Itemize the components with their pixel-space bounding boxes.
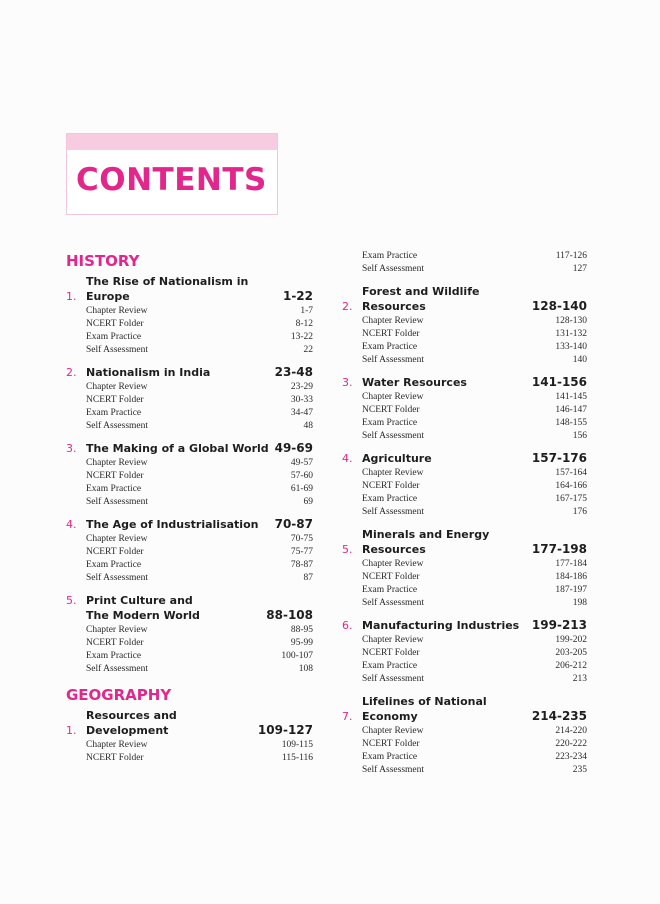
chapter-geography-4[interactable] [342, 451, 587, 519]
entry-label: Exam Practice [86, 560, 142, 570]
entry-label: Chapter Review [86, 306, 148, 316]
entry-pages: 87 [303, 573, 313, 583]
chapter-page-range: 109-127 [257, 723, 313, 737]
chapter-head [342, 618, 587, 633]
entry-pages: 115-116 [282, 753, 313, 763]
entry-label: Exam Practice [86, 332, 142, 342]
chapter-page-range: 88-108 [266, 608, 313, 622]
title-band [67, 134, 277, 150]
entry-pages: 30-33 [290, 395, 313, 405]
list-item[interactable] [86, 624, 313, 637]
entry-pages: 108 [298, 664, 313, 674]
list-item[interactable] [362, 725, 587, 738]
list-item[interactable] [86, 305, 313, 318]
chapter-head [342, 284, 587, 314]
entry-pages: 128-130 [555, 316, 587, 326]
chapter-head [342, 451, 587, 466]
entry-label: NCERT Folder [362, 648, 420, 658]
chapter-title: Lifelines of National Economy [362, 695, 487, 723]
entry-pages: 140 [572, 355, 587, 365]
list-item[interactable] [86, 752, 313, 765]
chapter-title [86, 593, 266, 623]
list-item[interactable] [86, 546, 313, 559]
entry-label: Self Assessment [86, 664, 149, 674]
entry-label: Self Assessment [362, 674, 425, 684]
entry-pages: 8-12 [295, 319, 313, 329]
entry-label: Chapter Review [86, 740, 148, 750]
entry-label: Chapter Review [86, 625, 148, 635]
chapter-history-1[interactable] [66, 274, 313, 357]
chapter-head [66, 365, 313, 380]
entry-label: NCERT Folder [362, 329, 420, 339]
entry-pages: 177-184 [555, 559, 587, 569]
entry-label: Chapter Review [362, 559, 424, 569]
chapter-number: 5. [342, 543, 353, 556]
entry-pages: 235 [572, 765, 587, 775]
entry-label: Exam Practice [86, 408, 142, 418]
list-item[interactable] [362, 263, 587, 276]
list-item[interactable] [362, 558, 587, 571]
list-item[interactable] [86, 559, 313, 572]
entry-label: Self Assessment [362, 431, 425, 441]
list-item[interactable] [86, 533, 313, 546]
chapter-page-range: 177-198 [531, 542, 587, 556]
list-item[interactable] [86, 318, 313, 331]
entry-pages: 187-197 [555, 585, 587, 595]
list-item[interactable] [86, 496, 313, 509]
entry-pages: 127 [572, 264, 587, 274]
list-item[interactable] [86, 394, 313, 407]
entry-label: Exam Practice [362, 752, 418, 762]
chapter-page-range: 199-213 [531, 618, 587, 632]
entry-label: NCERT Folder [86, 638, 144, 648]
chapter-title-line2: The Modern World [86, 609, 200, 622]
chapter-geography-5[interactable] [342, 527, 587, 610]
list-item[interactable] [362, 315, 587, 328]
right-column [342, 250, 587, 785]
chapter-geography-7[interactable] [342, 694, 587, 777]
entry-list-continued [342, 250, 587, 276]
chapter-number: 2. [66, 366, 77, 379]
chapter-title: Nationalism in India [86, 366, 211, 379]
entry-pages: 131-132 [555, 329, 587, 339]
list-item[interactable] [362, 493, 587, 506]
entry-label: NCERT Folder [86, 319, 144, 329]
entry-pages: 156 [572, 431, 587, 441]
chapter-title: The Making of a Global World [86, 442, 269, 455]
list-item[interactable] [362, 660, 587, 673]
list-item[interactable] [362, 480, 587, 493]
chapter-number: 3. [342, 376, 353, 389]
entry-pages: 214-220 [555, 726, 587, 736]
chapter-history-3[interactable] [66, 441, 313, 509]
list-item[interactable] [362, 467, 587, 480]
entry-label: Exam Practice [362, 494, 418, 504]
list-item[interactable] [362, 764, 587, 777]
entry-pages: 109-115 [281, 740, 313, 750]
chapter-number: 5. [66, 594, 77, 607]
chapter-history-2[interactable] [66, 365, 313, 433]
title-box [66, 133, 278, 215]
entry-pages: 22 [303, 345, 313, 355]
entry-pages: 88-95 [290, 625, 313, 635]
entry-label: Exam Practice [362, 585, 418, 595]
section-heading-geography: GEOGRAPHY [66, 686, 172, 704]
list-item[interactable] [362, 506, 587, 519]
left-column [66, 250, 313, 773]
entry-label: Chapter Review [86, 534, 148, 544]
chapter-head [66, 593, 313, 623]
list-item[interactable] [362, 404, 587, 417]
entry-pages: 199-202 [555, 635, 587, 645]
list-item[interactable] [362, 430, 587, 443]
list-item[interactable] [362, 354, 587, 367]
chapter-geography-3[interactable] [342, 375, 587, 443]
entry-label: NCERT Folder [362, 739, 420, 749]
chapter-page-range: 1-22 [282, 289, 313, 303]
chapter-geography-6[interactable] [342, 618, 587, 686]
entry-label: Self Assessment [86, 421, 149, 431]
list-item[interactable] [362, 597, 587, 610]
entry-label: NCERT Folder [362, 481, 420, 491]
entry-list [342, 315, 587, 367]
entry-list [342, 558, 587, 610]
entry-pages: 223-234 [555, 752, 587, 762]
chapter-title: Water Resources [362, 376, 467, 389]
list-item[interactable] [362, 673, 587, 686]
list-item[interactable] [362, 328, 587, 341]
entry-pages: 141-145 [555, 392, 587, 402]
entry-label: NCERT Folder [86, 753, 144, 763]
chapter-history-4[interactable] [66, 517, 313, 585]
entry-pages: 164-166 [555, 481, 587, 491]
entry-pages: 184-186 [555, 572, 587, 582]
chapter-number: 1. [66, 724, 77, 737]
chapter-page-range: 23-48 [274, 365, 313, 379]
list-item[interactable] [86, 457, 313, 470]
entry-pages: 69 [303, 497, 313, 507]
entry-pages: 146-147 [555, 405, 587, 415]
list-item[interactable] [362, 647, 587, 660]
entry-pages: 70-75 [290, 534, 313, 544]
entry-pages: 13-22 [290, 332, 313, 342]
entry-label: Exam Practice [86, 484, 142, 494]
chapter-head [342, 375, 587, 390]
chapter-title: Agriculture [362, 452, 432, 465]
chapter-title: The Age of Industrialisation [86, 518, 259, 531]
list-item[interactable] [86, 572, 313, 585]
chapter-head [342, 527, 587, 557]
entry-label: Self Assessment [86, 573, 149, 583]
entry-label: Self Assessment [362, 355, 425, 365]
list-item[interactable] [86, 470, 313, 483]
entry-label: NCERT Folder [86, 547, 144, 557]
chapter-head [66, 517, 313, 532]
list-item[interactable] [86, 637, 313, 650]
entry-pages: 176 [572, 507, 587, 517]
list-item[interactable] [86, 381, 313, 394]
list-item[interactable] [362, 250, 587, 263]
entry-label: Exam Practice [86, 651, 142, 661]
chapter-page-range: 70-87 [274, 517, 313, 531]
list-item[interactable] [86, 331, 313, 344]
entry-pages: 206-212 [555, 661, 587, 671]
entry-label: Chapter Review [362, 316, 424, 326]
entry-label: Chapter Review [362, 468, 424, 478]
entry-pages: 213 [572, 674, 587, 684]
entry-label: Self Assessment [86, 497, 149, 507]
chapter-number: 2. [342, 300, 353, 313]
list-item[interactable] [362, 341, 587, 354]
chapter-geography-1[interactable] [66, 708, 313, 765]
entry-label: NCERT Folder [86, 395, 144, 405]
entry-pages: 117-126 [555, 251, 587, 261]
entry-pages: 220-222 [555, 739, 587, 749]
entry-list [342, 467, 587, 519]
entry-list [66, 624, 313, 676]
entry-label: Self Assessment [362, 264, 425, 274]
entry-list [66, 381, 313, 433]
list-item[interactable] [362, 417, 587, 430]
chapter-head [66, 708, 313, 738]
chapter-title: Manufacturing Industries [362, 619, 520, 632]
chapter-number: 3. [66, 442, 77, 455]
chapter-title-line1: Print Culture and [86, 594, 193, 607]
entry-pages: 48 [303, 421, 313, 431]
chapter-history-5[interactable] [66, 593, 313, 676]
entry-label: Self Assessment [362, 598, 425, 608]
list-item[interactable] [362, 738, 587, 751]
entry-label: Self Assessment [362, 765, 425, 775]
entry-label: Chapter Review [86, 382, 148, 392]
entry-list [342, 391, 587, 443]
list-item[interactable] [86, 407, 313, 420]
entry-label: Chapter Review [86, 458, 148, 468]
entry-label: Chapter Review [362, 635, 424, 645]
entry-pages: 95-99 [290, 638, 313, 648]
list-item[interactable] [362, 584, 587, 597]
entry-list [66, 305, 313, 357]
entry-pages: 61-69 [290, 484, 313, 494]
entry-pages: 23-29 [290, 382, 313, 392]
list-item[interactable] [86, 650, 313, 663]
entry-pages: 78-87 [290, 560, 313, 570]
entry-pages: 1-7 [300, 306, 313, 316]
chapter-head [66, 274, 313, 304]
entry-list [342, 725, 587, 777]
list-item[interactable] [362, 634, 587, 647]
entry-label: Exam Practice [362, 418, 418, 428]
chapter-head [342, 694, 587, 724]
entry-label: Self Assessment [86, 345, 149, 355]
entry-pages: 148-155 [555, 418, 587, 428]
entry-pages: 167-175 [555, 494, 587, 504]
chapter-number: 1. [66, 290, 77, 303]
entry-label: Exam Practice [362, 661, 418, 671]
chapter-title: Resources and Development [86, 709, 177, 737]
list-item[interactable] [86, 483, 313, 496]
entry-label: Chapter Review [362, 726, 424, 736]
chapter-page-range: 214-235 [531, 709, 587, 723]
entry-pages: 133-140 [555, 342, 587, 352]
chapter-page-range: 128-140 [531, 299, 587, 313]
list-item[interactable] [362, 751, 587, 764]
chapter-page-range: 49-69 [274, 441, 313, 455]
chapter-head [66, 441, 313, 456]
list-item[interactable] [362, 571, 587, 584]
chapter-number: 7. [342, 710, 353, 723]
chapter-page-range: 141-156 [531, 375, 587, 389]
list-item[interactable] [86, 344, 313, 357]
entry-label: NCERT Folder [86, 471, 144, 481]
entry-label: NCERT Folder [362, 405, 420, 415]
chapter-number: 6. [342, 619, 353, 632]
entry-pages: 203-205 [555, 648, 587, 658]
entry-pages: 157-164 [555, 468, 587, 478]
entry-label: Exam Practice [362, 251, 418, 261]
chapter-number: 4. [342, 452, 353, 465]
entry-pages: 75-77 [290, 547, 313, 557]
entry-pages: 34-47 [290, 408, 313, 418]
entry-label: Chapter Review [362, 392, 424, 402]
entry-label: Exam Practice [362, 342, 418, 352]
entry-pages: 198 [572, 598, 587, 608]
entry-list [342, 634, 587, 686]
entry-list [66, 533, 313, 585]
chapter-page-range: 157-176 [531, 451, 587, 465]
entry-pages: 49-57 [290, 458, 313, 468]
list-item[interactable] [86, 420, 313, 433]
entry-label: Self Assessment [362, 507, 425, 517]
entry-list [66, 739, 313, 765]
entry-pages: 57-60 [290, 471, 313, 481]
page-title: CONTENTS [76, 162, 267, 198]
chapter-title: Minerals and Energy Resources [362, 528, 490, 556]
chapter-number: 4. [66, 518, 77, 531]
section-heading-history: HISTORY [66, 252, 140, 270]
entry-list [66, 457, 313, 509]
list-item[interactable] [86, 663, 313, 676]
chapter-title: The Rise of Nationalism in Europe [86, 275, 249, 303]
entry-label: NCERT Folder [362, 572, 420, 582]
list-item[interactable] [362, 391, 587, 404]
chapter-geography-2[interactable] [342, 284, 587, 367]
entry-pages: 100-107 [281, 651, 313, 661]
list-item[interactable] [86, 739, 313, 752]
chapter-title: Forest and Wildlife Resources [362, 285, 480, 313]
